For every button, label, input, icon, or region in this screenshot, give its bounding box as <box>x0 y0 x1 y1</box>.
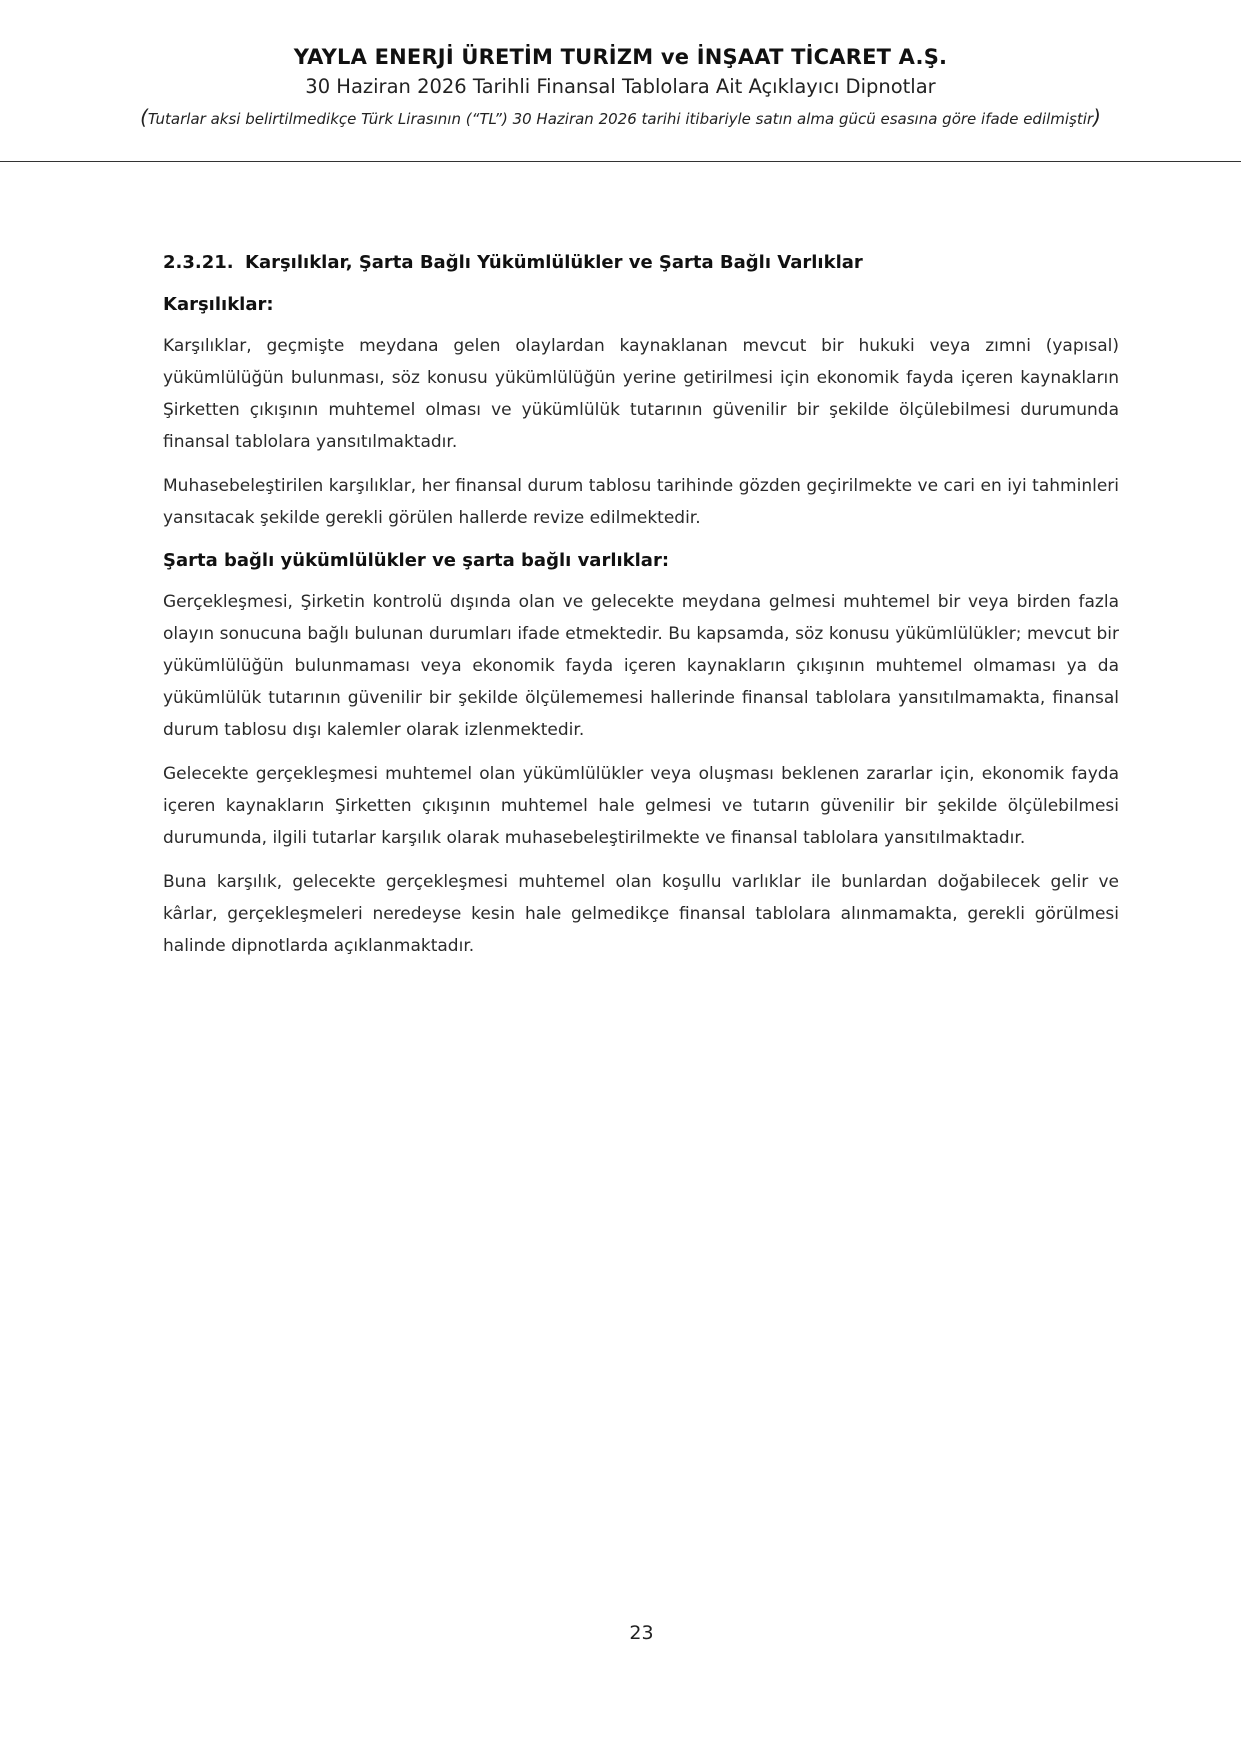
contingent-heading: Şarta bağlı yükümlülükler ve şarta bağlı varlıklar: <box>163 550 670 571</box>
paragraph: Gerçekleşmesi, Şirketin kontrolü dışında olan ve gelecekte meydana gelmesi muhtemel bir veya birden fazla olayın sonucuna bağlı bulunan durumları ifade etmektedir. Bu kapsamda, söz konusu yükümlülükler; mevcut bir yükümlülüğün bulunmaması veya ekonomik fayda içeren kaynakların çıkışının muhtemel olmaması ya da yükümlülük tutarının güvenilir bir şekilde ölçülememesi hallerinde finansal tablolara yansıtılmamakta, finansal durum tablosu dışı kalemler olarak izlenmektedir. <box>163 592 1119 740</box>
currency-note <box>0 102 1241 134</box>
paragraph: Buna karşılık, gelecekte gerçekleşmesi muhtemel olan koşullu varlıklar ile bunlardan doğabilecek gelir ve kârlar, gerçekleşmeleri neredeyse kesin hale gelmedikçe finansal tablolara alınmamakta, gerekli görülmesi halinde dipnotlarda açıklanmaktadır. <box>163 872 1119 956</box>
document-subtitle: 30 Haziran 2026 Tarihli Finansal Tablolara Ait Açıklayıcı Dipnotlar <box>305 75 936 98</box>
paragraph: Muhasebeleştirilen karşılıklar, her finansal durum tablosu tarihinde gözden geçirilmekte ve cari en iyi tahminleri yansıtacak şekilde gerekli görülen hallerde revize edilmektedir. <box>163 476 1119 528</box>
header-divider <box>0 161 1241 162</box>
section-title: Karşılıklar, Şarta Bağlı Yükümlülükler ve Şarta Bağlı Varlıklar <box>245 252 863 273</box>
section-content <box>163 248 1119 974</box>
page-header <box>0 42 1241 134</box>
page-number: 23 <box>629 1622 654 1644</box>
company-name: YAYLA ENERJİ ÜRETİM TURİZM ve İNŞAAT TİCARET A.Ş. <box>293 45 948 69</box>
section-number: 2.3.21. <box>163 252 234 273</box>
paragraph: Karşılıklar, geçmişte meydana gelen olaylardan kaynaklanan mevcut bir hukuki veya zımni (yapısal) yükümlülüğün bulunması, söz konusu yükümlülüğün yerine getirilmesi için ekonomik fayda içeren kaynakların Şirketten çıkışının muhtemel olması ve yükümlülük tutarının güvenilir bir şekilde ölçülebilmesi durumunda finansal tablolara yansıtılmaktadır. <box>163 336 1119 452</box>
currency-note-text: Tutarlar aksi belirtilmedikçe Türk Lirasının (“TL”) 30 Haziran 2026 tarihi itibariyle satın alma gücü esasına göre ifade edilmiştir <box>147 110 1094 128</box>
note-close-paren: ) <box>1093 105 1101 129</box>
note-open-paren: ( <box>140 105 148 129</box>
paragraph: Gelecekte gerçekleşmesi muhtemel olan yükümlülükler veya oluşması beklenen zararlar için, ekonomik fayda içeren kaynakların Şirketten çıkışının muhtemel hale gelmesi ve tutarın güvenilir bir şekilde ölçülebilmesi durumunda, ilgili tutarlar karşılık olarak muhasebeleştirilmekte ve finansal tablolara yansıtılmaktadır. <box>163 764 1119 848</box>
provisions-heading: Karşılıklar: <box>163 294 274 315</box>
section-heading <box>163 248 1119 278</box>
